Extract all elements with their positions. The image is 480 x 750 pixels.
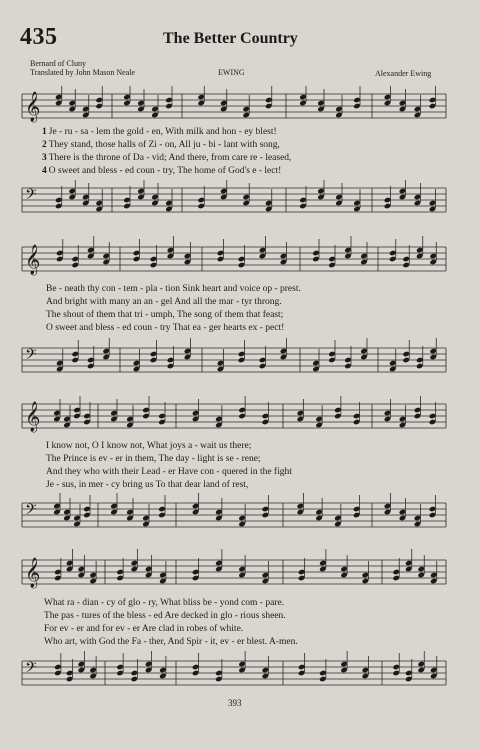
lyric-line-2-2: And bright with many an an - gel And all the mar - tyr throng. (46, 297, 282, 307)
treble-clef-icon: 𝄞 (25, 558, 41, 588)
treble-staff-3 (0, 393, 480, 439)
hymn-number: 435 (20, 24, 58, 50)
lyric-line-4-3: For ev - er and for ev - er Are clad in robes of white. (44, 624, 244, 634)
bass-clef-icon: 𝄢 (25, 501, 37, 522)
composer-credit: Alexander Ewing (375, 69, 432, 78)
lyric-line-2-1: Be - neath thy con - tem - pla - tion Sink heart and voice op - prest. (46, 284, 301, 294)
translator-credit: Translated by John Mason Neale (30, 68, 136, 77)
lyric-line-3-3: And they who with their Lead - er Have con - quered in the fight (46, 467, 292, 477)
treble-clef-icon: 𝄞 (25, 402, 41, 432)
lyric-line-1-4: 4 O sweet and bless - ed coun - try, The home of God's e - lect! (42, 166, 282, 176)
lyric-line-3-4: Je - sus, in mer - cy bring us To that dear land of rest, (46, 480, 249, 490)
tune-name: EWING (218, 68, 245, 77)
bass-staff-1 (0, 180, 480, 220)
bass-clef-icon: 𝄢 (25, 346, 37, 367)
bass-staff-3 (0, 493, 480, 537)
treble-staff-4 (0, 549, 480, 595)
bass-clef-icon: 𝄢 (25, 186, 37, 207)
lyric-line-4-4: Who art, with God the Fa - ther, And Spir - it, ev - er blest. A-men. (44, 637, 298, 647)
bass-staff-2 (0, 338, 480, 382)
lyric-line-1-2: 2 They stand, those halls of Zi - on, All ju - bi - lant with song, (42, 140, 280, 150)
hymn-title: The Better Country (163, 30, 298, 47)
lyric-line-3-1: I know not, O I know not, What joys a - wait us there; (46, 441, 252, 451)
treble-staff-1 (0, 86, 480, 126)
treble-staff-2 (0, 236, 480, 282)
lyric-line-2-4: O sweet and bless - ed coun - try That ea - ger hearts ex - pect! (46, 323, 285, 333)
bass-clef-icon: 𝄢 (25, 659, 37, 680)
lyric-line-1-3: 3 There is the throne of Da - vid; And there, from care re - leased, (42, 153, 292, 163)
author-credit: Bernard of Cluny (30, 59, 86, 68)
page-number: 393 (228, 698, 242, 708)
treble-clef-icon: 𝄞 (25, 92, 41, 122)
lyric-line-1-1: 1 Je - ru - sa - lem the gold - en, With milk and hon - ey blest! (42, 127, 277, 137)
lyric-line-4-1: What ra - dian - cy of glo - ry, What bliss be - yond com - pare. (44, 598, 285, 608)
lyric-line-4-2: The pas - tures of the bless - ed Are decked in glo - rious sheen. (44, 611, 286, 621)
bass-staff-4 (0, 651, 480, 695)
treble-clef-icon: 𝄞 (25, 245, 41, 275)
lyric-line-2-3: The shout of them that tri - umph, The song of them that feast; (46, 310, 284, 320)
lyric-line-3-2: The Prince is ev - er in them, The day - light is se - rene; (46, 454, 261, 464)
